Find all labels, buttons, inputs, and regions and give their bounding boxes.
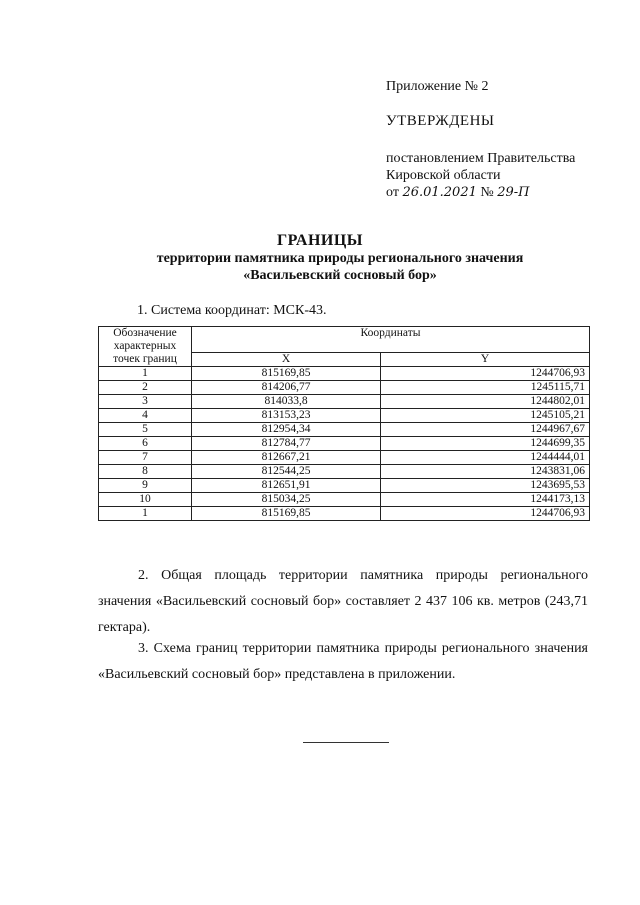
y-value: 1244802,01 bbox=[381, 395, 590, 409]
section-2-paragraph bbox=[98, 563, 588, 641]
y-value: 1244173,13 bbox=[381, 493, 590, 507]
title-line-2: «Васильевский сосновый бор» bbox=[243, 268, 437, 283]
y-value: 1244706,93 bbox=[381, 367, 590, 381]
title-heading: ГРАНИЦЫ bbox=[276, 232, 363, 249]
point-number: 2 bbox=[99, 381, 192, 395]
y-value: 1244444,01 bbox=[381, 451, 590, 465]
decree-line-1: постановлением Правительства bbox=[386, 151, 576, 166]
table-row bbox=[99, 451, 590, 465]
y-value: 1244699,35 bbox=[381, 437, 590, 451]
table-row bbox=[99, 409, 590, 423]
number-prefix: № bbox=[480, 185, 494, 200]
x-value: 812667,21 bbox=[192, 451, 381, 465]
table-row bbox=[99, 507, 590, 521]
x-value: 815169,85 bbox=[192, 507, 381, 521]
table-row bbox=[99, 423, 590, 437]
y-header: Y bbox=[381, 353, 590, 367]
section-3-text: 3. Схема границ территории памятника природы регионального значения «Васильевский сосновый бор» представлена в приложении. bbox=[98, 641, 588, 682]
handwritten-number: 29-П bbox=[497, 185, 530, 200]
title-line-1: территории памятника природы регионального значения bbox=[156, 251, 524, 266]
point-number: 1 bbox=[99, 507, 192, 521]
point-number: 6 bbox=[99, 437, 192, 451]
document-title bbox=[0, 232, 640, 284]
approval-block bbox=[386, 78, 616, 201]
point-number: 8 bbox=[99, 465, 192, 479]
x-value: 812954,34 bbox=[192, 423, 381, 437]
y-value: 1245105,21 bbox=[381, 409, 590, 423]
date-prefix: от bbox=[386, 185, 399, 200]
point-number: 7 bbox=[99, 451, 192, 465]
table-row bbox=[99, 493, 590, 507]
section-1-text: 1. Система координат: МСК-43. bbox=[137, 303, 327, 318]
section-2-text: 2. Общая площадь территории памятника природы регионального значения «Васильевский сосновый бор» составляет 2 437 106 кв. метров (243,71 гектара). bbox=[98, 568, 588, 635]
section-3-paragraph bbox=[98, 636, 588, 688]
x-value: 812544,25 bbox=[192, 465, 381, 479]
point-header: Обозначение характерных точек границ bbox=[99, 327, 192, 367]
y-value: 1243831,06 bbox=[381, 465, 590, 479]
point-number: 10 bbox=[99, 493, 192, 507]
x-header: X bbox=[192, 353, 381, 367]
x-value: 815169,85 bbox=[192, 367, 381, 381]
decree-line-2: Кировской области bbox=[386, 168, 501, 183]
decree-date-line bbox=[386, 184, 616, 201]
x-value: 814206,77 bbox=[192, 381, 381, 395]
decree-block bbox=[386, 150, 616, 201]
x-value: 815034,25 bbox=[192, 493, 381, 507]
coordinates-header: Координаты bbox=[192, 327, 590, 353]
table-row bbox=[99, 395, 590, 409]
table-row bbox=[99, 381, 590, 395]
table-row bbox=[99, 465, 590, 479]
y-value: 1244706,93 bbox=[381, 507, 590, 521]
table-row bbox=[99, 367, 590, 381]
handwritten-date: 26.01.2021 bbox=[402, 185, 477, 200]
end-divider bbox=[303, 742, 389, 743]
point-number: 1 bbox=[99, 367, 192, 381]
coordinates-table bbox=[98, 326, 590, 521]
y-value: 1244967,67 bbox=[381, 423, 590, 437]
x-value: 812651,91 bbox=[192, 479, 381, 493]
x-value: 813153,23 bbox=[192, 409, 381, 423]
point-number: 3 bbox=[99, 395, 192, 409]
y-value: 1245115,71 bbox=[381, 381, 590, 395]
point-number: 5 bbox=[99, 423, 192, 437]
table-row bbox=[99, 479, 590, 493]
appendix-label: Приложение № 2 bbox=[386, 79, 489, 94]
x-value: 814033,8 bbox=[192, 395, 381, 409]
point-number: 4 bbox=[99, 409, 192, 423]
y-value: 1243695,53 bbox=[381, 479, 590, 493]
point-number: 9 bbox=[99, 479, 192, 493]
x-value: 812784,77 bbox=[192, 437, 381, 451]
approved-label: УТВЕРЖДЕНЫ bbox=[386, 113, 495, 129]
table-row bbox=[99, 437, 590, 451]
